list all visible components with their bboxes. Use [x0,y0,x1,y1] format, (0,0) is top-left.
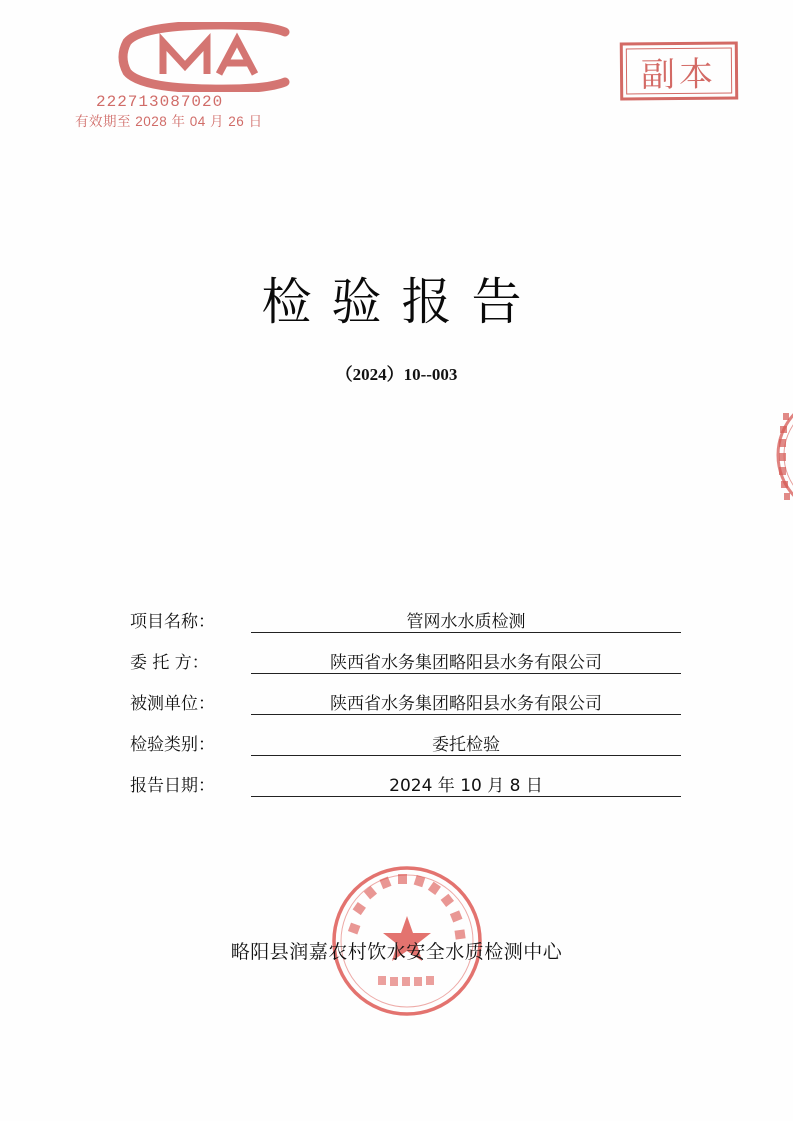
field-label: 检验类别： [130,735,215,755]
copy-stamp [620,41,739,100]
field-label: 委 托 方： [130,653,209,673]
field-value: 委托检验 [432,735,500,755]
field-value: 陕西省水务集团略阳县水务有限公司 [330,694,602,714]
cma-logo-icon [115,22,300,92]
report-title: 检验报告 [261,273,542,331]
copy-stamp-text: 副本 [640,54,718,95]
field-underline [251,755,681,756]
cma-certificate-number: 222713087020 [96,93,224,111]
field-underline [251,796,681,797]
seam-seal-icon [763,393,793,518]
field-label: 被测单位： [130,694,215,714]
field-value: 2024 年 10 月 8 日 [389,776,543,796]
field-row-report-date [130,768,690,802]
cma-valid-until: 有效期至 2028 年 04 月 26 日 [75,114,263,129]
cma-stamp [70,22,285,132]
field-label: 报告日期： [130,776,215,796]
field-value: 陕西省水务集团略阳县水务有限公司 [330,653,602,673]
field-row-project-name [130,604,690,638]
field-row-client [130,645,690,679]
report-number: （2024）10--003 [335,365,458,384]
field-underline [251,714,681,715]
field-underline [251,632,681,633]
field-label: 项目名称： [130,612,215,632]
organization-name: 略阳县润嘉农村饮水安全水质检测中心 [230,941,563,963]
field-row-tested-unit [130,686,690,720]
field-value: 管网水水质检测 [406,612,526,632]
field-row-inspection-type [130,727,690,761]
field-underline [251,673,681,674]
